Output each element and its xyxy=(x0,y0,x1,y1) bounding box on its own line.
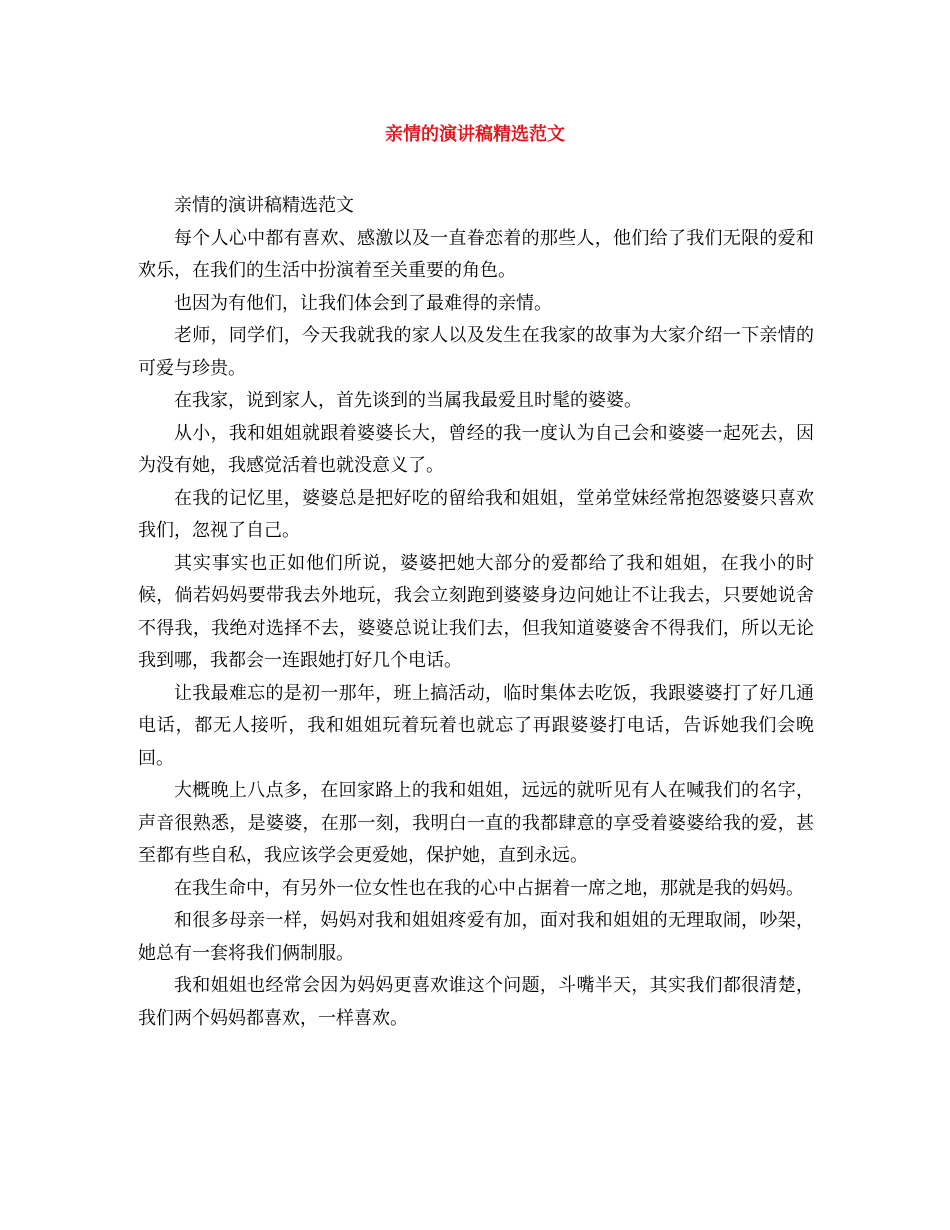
document-body xyxy=(138,190,814,1035)
paragraph: 在我家，说到家人，首先谈到的当属我最爱且时髦的婆婆。 xyxy=(174,390,642,411)
paragraph: 我和姐姐也经常会因为妈妈更喜欢谁这个问题，斗嘴半天，其实我们都很清楚，我们两个妈妈都喜欢，一样喜欢。 xyxy=(138,975,814,1029)
paragraph: 从小，我和姐姐就跟着婆婆长大，曾经的我一度认为自己会和婆婆一起死去，因为没有她，我感觉活着也就没意义了。 xyxy=(138,422,814,476)
paragraph: 在我生命中，有另外一位女性也在我的心中占据着一席之地，那就是我的妈妈。 xyxy=(174,877,804,899)
paragraph-subtitle: 亲情的演讲稿精选范文 xyxy=(174,195,354,216)
paragraph: 在我的记忆里，婆婆总是把好吃的留给我和姐姐，堂弟堂妹经常抱怨婆婆只喜欢我们，忽视了自己。 xyxy=(138,487,814,541)
paragraph: 也因为有他们，让我们体会到了最难得的亲情。 xyxy=(174,292,552,314)
paragraph: 大概晚上八点多，在回家路上的我和姐姐，远远的就听见有人在喊我们的名字，声音很熟悉，是婆婆，在那一刻，我明白一直的我都肆意的享受着婆婆给我的爱，甚至都有些自私，我应该学会更爱她，保护她，直到永远。 xyxy=(138,780,814,866)
paragraph: 和很多母亲一样，妈妈对我和姐姐疼爱有加，面对我和姐姐的无理取闹，吵架，她总有一套将我们俩制服。 xyxy=(138,910,814,964)
paragraph: 每个人心中都有喜欢、感激以及一直眷恋着的那些人，他们给了我们无限的爱和欢乐，在我们的生活中扮演着至关重要的角色。 xyxy=(138,227,814,281)
paragraph: 老师，同学们，今天我就我的家人以及发生在我家的故事为大家介绍一下亲情的可爱与珍贵。 xyxy=(138,325,814,379)
paragraph: 其实事实也正如他们所说，婆婆把她大部分的爱都给了我和姐姐，在我小的时候，倘若妈妈要带我去外地玩，我会立刻跑到婆婆身边问她让不让我去，只要她说舍不得我，我绝对选择不去，婆婆总说让我们去，但我知道婆婆舍不得我们，所以无论我到哪，我都会一连跟她打好几个电话。 xyxy=(138,552,814,671)
paragraph: 让我最难忘的是初一那年，班上搞活动，临时集体去吃饭，我跟婆婆打了好几通电话，都无人接听，我和姐姐玩着玩着也就忘了再跟婆婆打电话，告诉她我们会晚回。 xyxy=(138,682,814,769)
document-title: 亲情的演讲稿精选范文 xyxy=(385,124,565,145)
